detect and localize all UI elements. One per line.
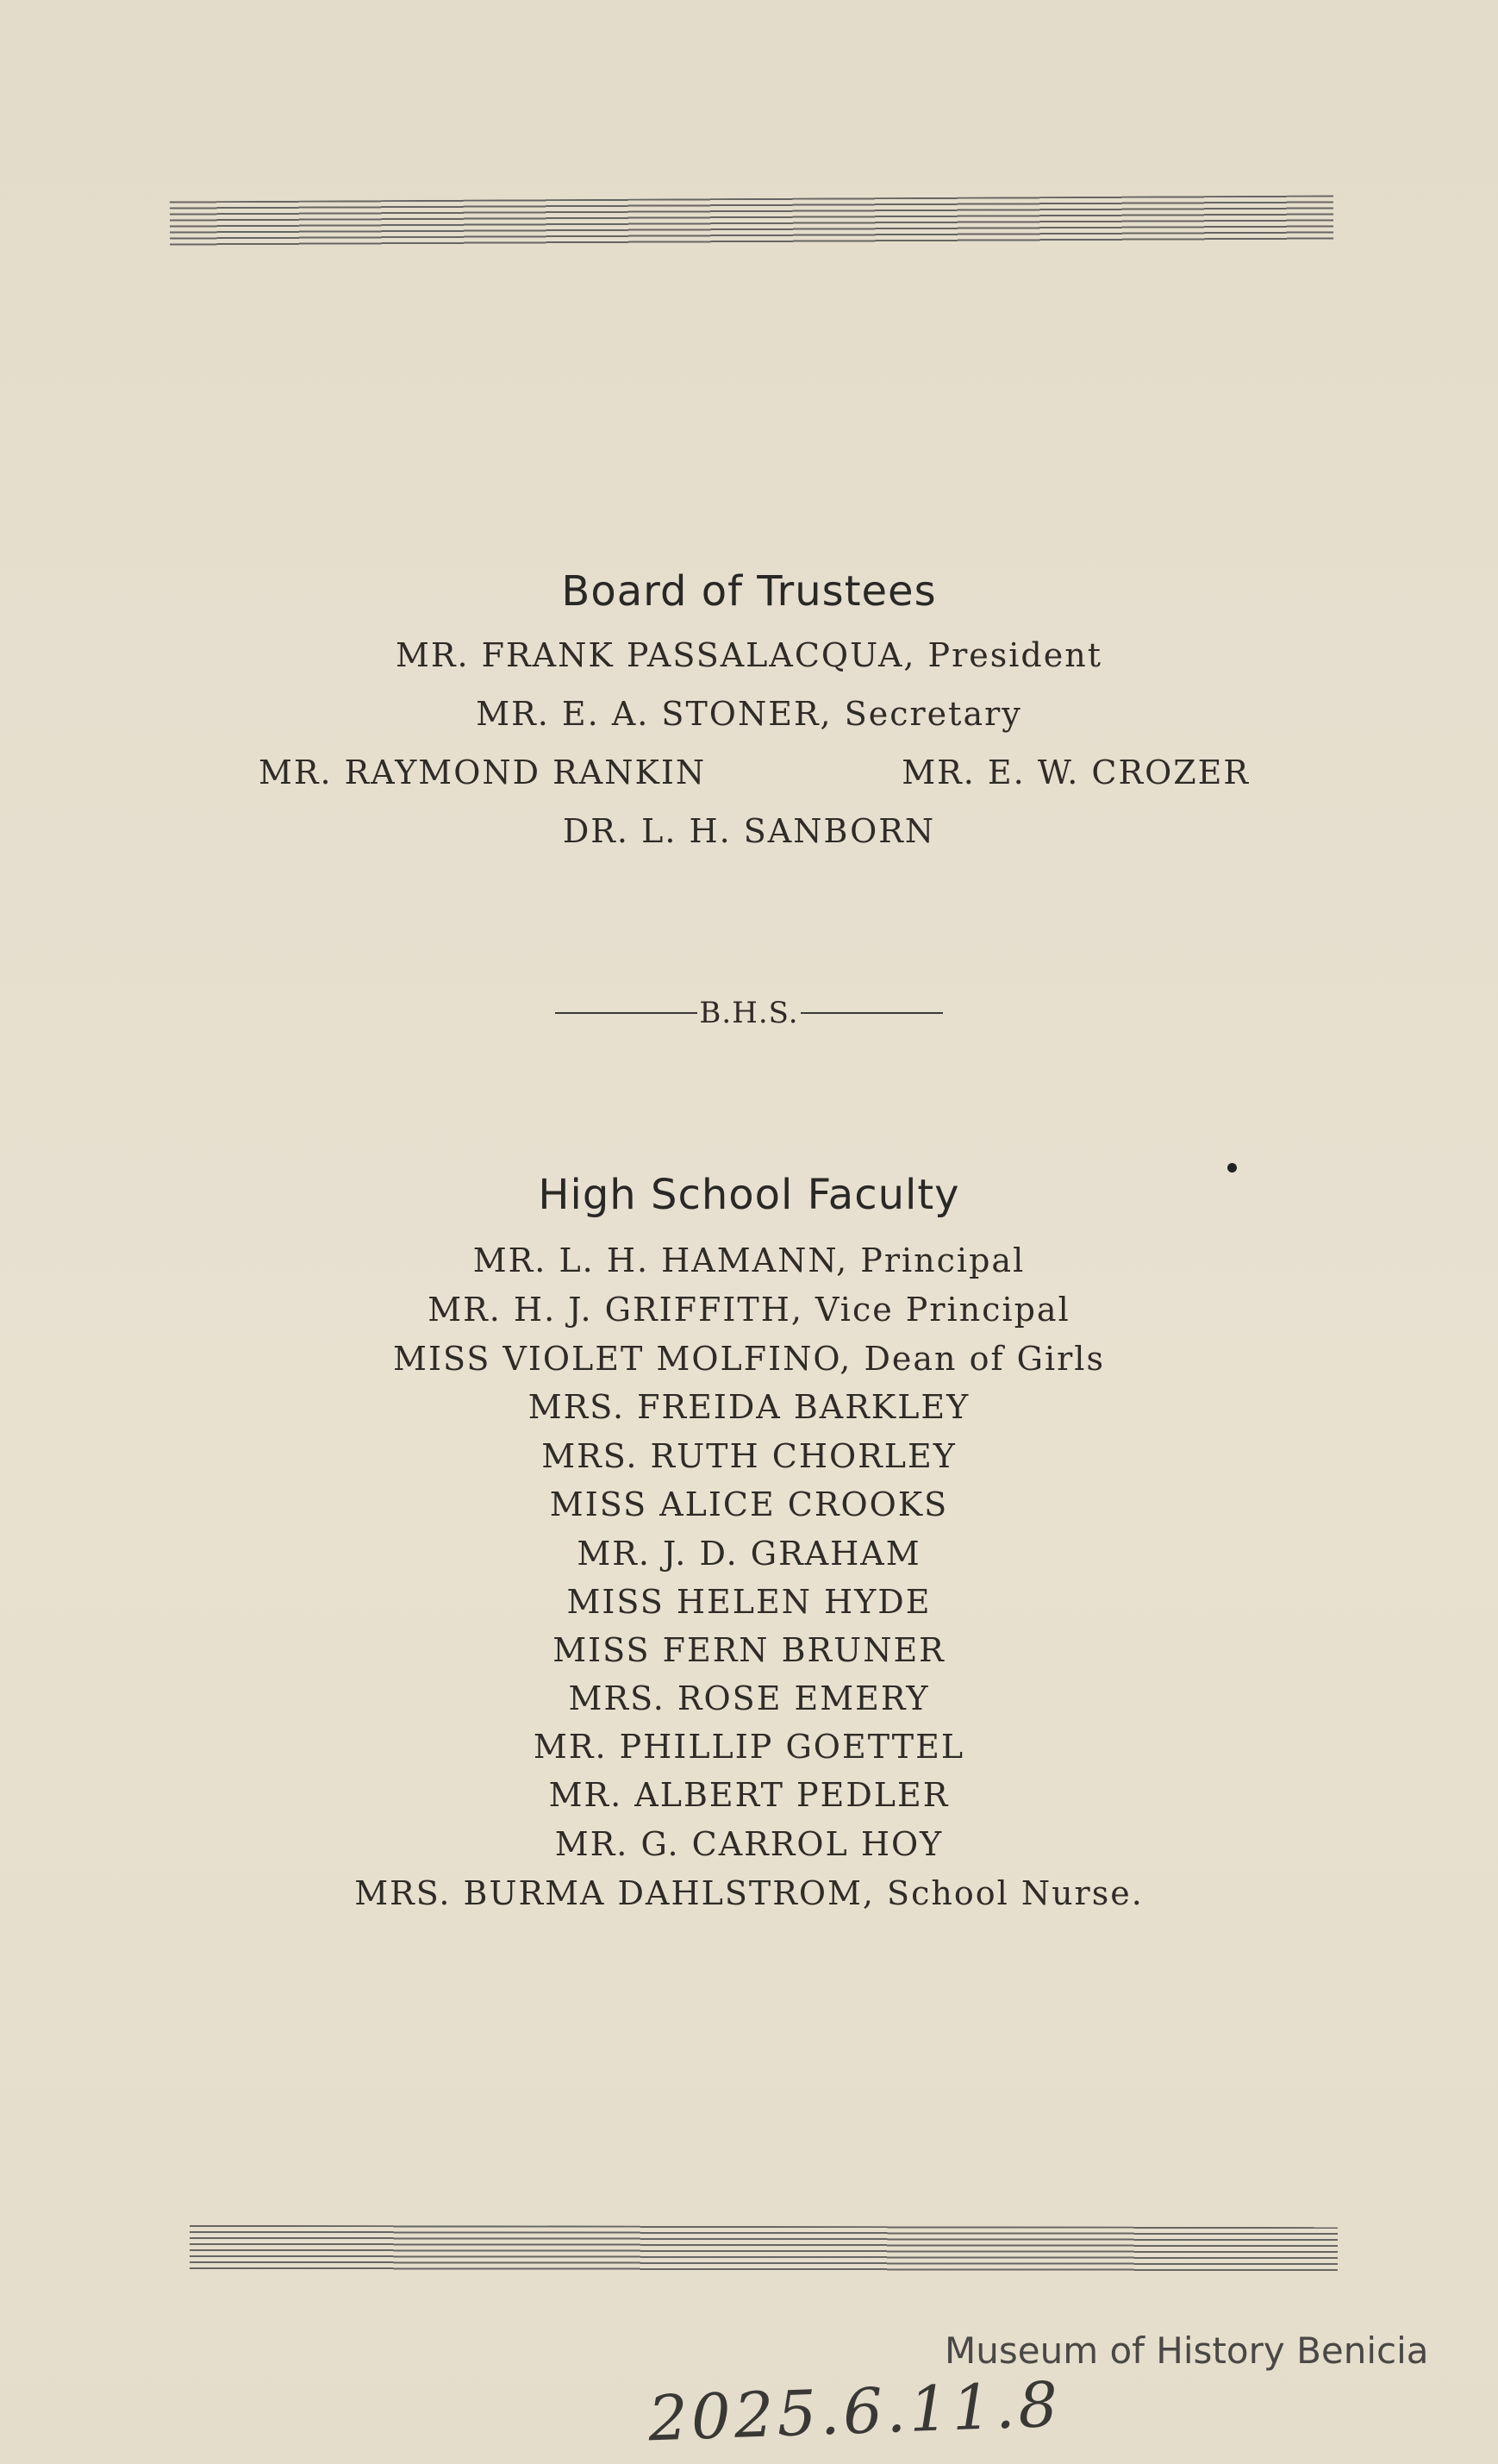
accession-number: 2025.6.11.8	[646, 2367, 1063, 2455]
museum-watermark: Museum of History Benicia	[945, 2330, 1429, 2372]
trustee-rankin: MR. RAYMOND RANKIN	[259, 754, 707, 791]
faculty-member: MR. H. J. GRIFFITH, Vice Principal	[428, 1291, 1070, 1329]
faculty-member: MISS ALICE CROOKS	[549, 1485, 949, 1523]
divider-dash-left	[555, 1012, 697, 1014]
faculty-member: MISS HELEN HYDE	[566, 1583, 932, 1621]
bottom-ornamental-rule	[190, 2225, 1338, 2272]
board-of-trustees-heading: Board of Trustees	[561, 567, 937, 616]
faculty-member: MR. L. H. HAMANN, Principal	[472, 1241, 1026, 1279]
trustee-secretary: MR. E. A. STONER, Secretary	[476, 695, 1022, 733]
trustee-president: MR. FRANK PASSALACQUA, President	[396, 636, 1102, 674]
faculty-member: MR. ALBERT PEDLER	[548, 1776, 950, 1814]
trustee-pair-row	[259, 754, 1250, 791]
faculty-member: MR. PHILLIP GOETTEL	[533, 1728, 965, 1766]
divider-dash-right	[801, 1012, 943, 1014]
faculty-member: MR. G. CARROL HOY	[554, 1825, 944, 1863]
faculty-member: MR. J. D. GRAHAM	[577, 1535, 921, 1573]
bhs-divider	[0, 996, 1498, 1030]
faculty-member: MRS. ROSE EMERY	[568, 1679, 930, 1717]
top-ornamental-rule	[170, 195, 1333, 246]
trustee-crozer: MR. E. W. CROZER	[902, 754, 1250, 791]
faculty-member: MRS. RUTH CHORLEY	[541, 1437, 957, 1475]
trustee-sanborn: DR. L. H. SANBORN	[562, 812, 936, 850]
faculty-member: MRS. FREIDA BARKLEY	[527, 1388, 971, 1426]
high-school-faculty-heading: High School Faculty	[538, 1171, 960, 1219]
faculty-member: MISS FERN BRUNER	[552, 1631, 946, 1669]
faculty-member: MRS. BURMA DAHLSTROM, School Nurse.	[354, 1874, 1144, 1912]
divider-label: B.H.S.	[699, 996, 799, 1030]
faculty-member: MISS VIOLET MOLFINO, Dean of Girls	[393, 1340, 1105, 1378]
